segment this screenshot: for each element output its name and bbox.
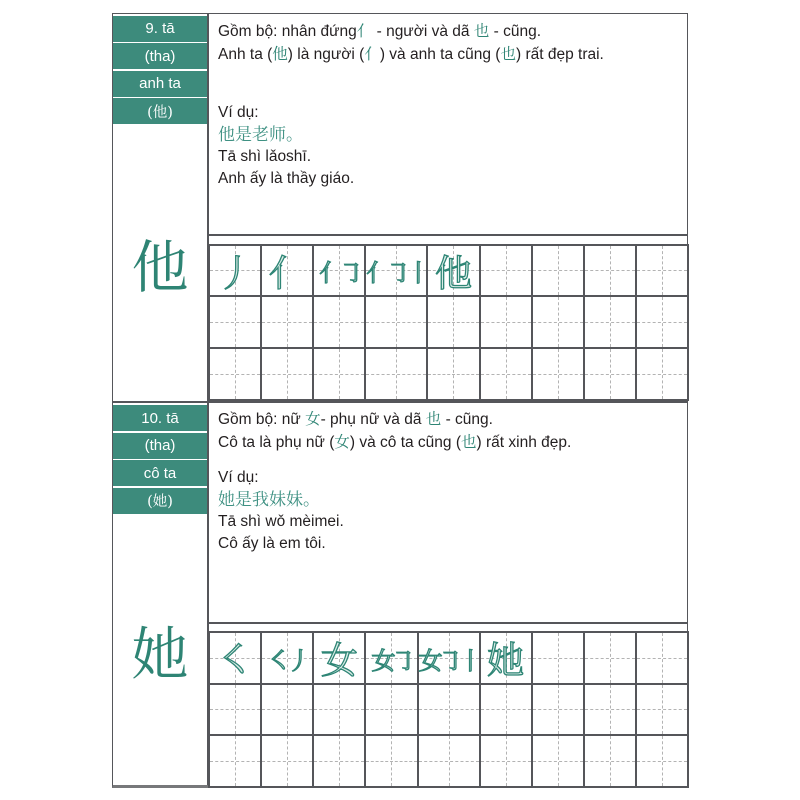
text-segment: Cô ta là phụ nữ (	[218, 434, 335, 451]
stroke-order-char: 亻㇆	[319, 259, 360, 288]
entry-9-sino-viet-reading: (tha)	[113, 43, 207, 69]
inline-hanzi: 女	[305, 410, 321, 428]
explanation-line	[218, 20, 679, 43]
practice-cell	[532, 632, 584, 684]
entry-10-label-stack	[113, 405, 207, 514]
practice-cell	[313, 348, 365, 400]
practice-cell	[313, 245, 365, 297]
practice-cell	[365, 684, 417, 736]
practice-cell	[532, 735, 584, 787]
entry-9-example	[218, 102, 679, 190]
inline-hanzi: 也	[461, 433, 477, 451]
inline-hanzi: 亻	[356, 22, 373, 40]
practice-cell	[636, 735, 688, 787]
entry-9-number-pinyin: 9. tā	[113, 16, 207, 42]
entry-10-example	[218, 467, 679, 555]
practice-cell	[261, 296, 313, 348]
practice-cell	[427, 348, 479, 400]
entry-9-hanzi-label: (他)	[113, 98, 207, 124]
entry-10-number-pinyin: 10. tā	[113, 405, 207, 431]
practice-cell	[532, 684, 584, 736]
practice-cell	[261, 632, 313, 684]
practice-cell	[261, 735, 313, 787]
text-segment: ) rất đẹp trai.	[515, 46, 604, 63]
explanation-line	[218, 408, 679, 431]
practice-cell	[365, 245, 427, 297]
example-vietnamese: Cô ấy là em tôi.	[218, 535, 326, 552]
stroke-order-char: 亻㇆丨	[366, 259, 427, 288]
practice-cell	[418, 632, 480, 684]
explanation-line	[218, 431, 679, 454]
text-segment: ) rất xinh đẹp.	[476, 434, 572, 451]
stroke-order-char: 他	[434, 251, 472, 295]
inline-hanzi: 女	[334, 433, 350, 451]
practice-cell	[209, 296, 261, 348]
practice-cell	[636, 296, 688, 348]
practice-cell	[480, 296, 532, 348]
inline-hanzi: 也	[473, 22, 490, 40]
practice-cell	[209, 348, 261, 400]
practice-cell	[480, 632, 532, 684]
practice-cell	[261, 684, 313, 736]
practice-cell	[636, 684, 688, 736]
entry-10-meaning: cô ta	[113, 460, 207, 486]
practice-cell	[480, 735, 532, 787]
text-segment: ) và cô ta cũng (	[349, 434, 462, 451]
text-segment: - phụ nữ và dã	[320, 411, 426, 428]
practice-cell	[636, 348, 688, 400]
practice-cell	[636, 632, 688, 684]
practice-cell	[418, 684, 480, 736]
practice-cell	[418, 735, 480, 787]
entry-10-sino-viet-reading: (tha)	[113, 433, 207, 459]
entry-10-explanation	[218, 408, 679, 454]
practice-cell	[209, 632, 261, 684]
inline-hanzi: 亻	[364, 45, 380, 63]
stroke-order-char: ㇛丿	[267, 646, 308, 675]
entry-9-meaning: anh ta	[113, 71, 207, 97]
practice-cell	[532, 296, 584, 348]
example-vietnamese: Anh ấy là thầy giáo.	[218, 170, 355, 187]
entry-10-big-character: 她	[131, 622, 189, 688]
example-label: Ví dụ:	[218, 469, 259, 486]
example-pinyin: Tā shì lǎoshī.	[218, 148, 312, 165]
practice-cell	[584, 632, 636, 684]
inline-hanzi: 他	[272, 45, 288, 63]
entry-9-big-character: 他	[131, 235, 189, 301]
stroke-order-char: 她	[487, 639, 525, 683]
entry-9-text-bottom-border	[208, 234, 687, 236]
practice-cell	[261, 348, 313, 400]
inline-hanzi: 也	[500, 45, 516, 63]
practice-cell	[584, 296, 636, 348]
text-segment: Gồm bộ: nữ	[218, 411, 306, 428]
text-segment: Anh ta (	[218, 46, 273, 63]
practice-cell	[532, 348, 584, 400]
practice-cell	[313, 632, 365, 684]
example-chinese-sentence: 他是老师。	[218, 125, 303, 145]
text-segment: Gồm bộ: nhân đứng	[218, 23, 357, 40]
workbook-sheet	[112, 13, 688, 788]
stroke-order-char: 女	[320, 639, 358, 683]
entry-9-practice-grid	[208, 244, 689, 401]
entry-10-text-bottom-border	[208, 622, 687, 624]
stroke-order-char: 丿	[216, 251, 254, 295]
practice-cell	[584, 245, 636, 297]
practice-cell	[365, 296, 427, 348]
practice-cell	[584, 735, 636, 787]
practice-cell	[209, 684, 261, 736]
practice-cell	[532, 245, 584, 297]
practice-cell	[365, 348, 427, 400]
entry-9-explanation	[218, 20, 679, 66]
example-pinyin: Tā shì wǒ mèimei.	[218, 513, 344, 530]
practice-cell	[480, 684, 532, 736]
example-label: Ví dụ:	[218, 104, 259, 121]
practice-cell	[636, 245, 688, 297]
practice-cell	[365, 632, 417, 684]
entry-9-label-stack	[113, 16, 207, 125]
practice-cell	[427, 245, 479, 297]
example-chinese-sentence: 她是我妹妹。	[218, 490, 320, 510]
practice-cell	[365, 735, 417, 787]
practice-cell	[313, 684, 365, 736]
stroke-order-char: 女㇆丨	[418, 646, 479, 675]
practice-cell	[584, 348, 636, 400]
text-segment: - cũng.	[441, 411, 493, 428]
practice-cell	[313, 296, 365, 348]
text-segment: ) là người (	[287, 46, 365, 63]
stroke-order-char: ㇛	[216, 639, 254, 683]
practice-cell	[209, 735, 261, 787]
practice-cell	[427, 296, 479, 348]
stroke-order-char: 亻	[268, 251, 306, 295]
practice-cell	[480, 348, 532, 400]
practice-cell	[480, 245, 532, 297]
entry-10-hanzi-label: (她)	[113, 488, 207, 514]
text-segment: - cũng.	[489, 23, 542, 40]
explanation-line	[218, 43, 679, 66]
practice-cell	[209, 245, 261, 297]
stroke-order-char: 女㇆	[371, 646, 412, 675]
text-segment: ) và anh ta cũng (	[379, 46, 501, 63]
practice-cell	[584, 684, 636, 736]
entry-divider-line	[113, 401, 687, 403]
text-segment: - người và dã	[372, 23, 474, 40]
practice-cell	[261, 245, 313, 297]
inline-hanzi: 也	[425, 410, 442, 428]
practice-cell	[313, 735, 365, 787]
entry-10-practice-grid	[208, 631, 689, 788]
